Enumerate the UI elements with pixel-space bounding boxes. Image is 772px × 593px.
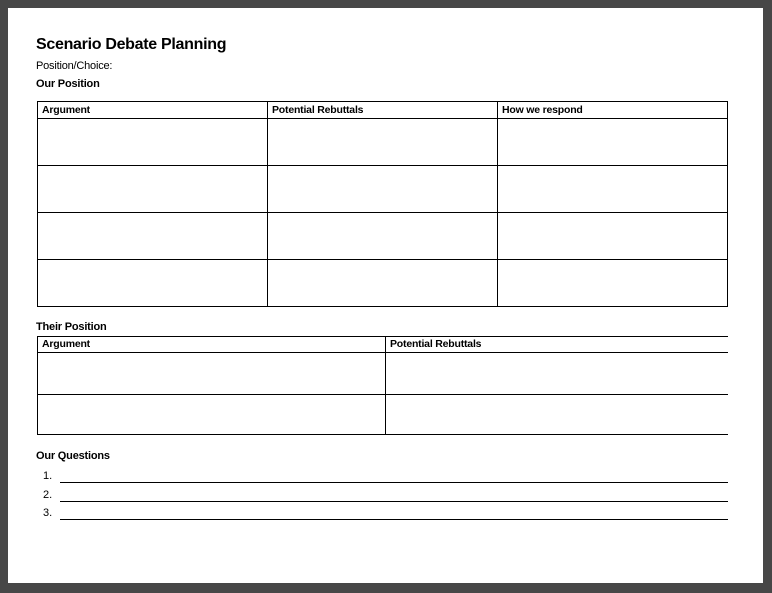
table-row	[38, 353, 729, 395]
table-cell[interactable]	[268, 260, 498, 307]
col-header-potential-rebuttals: Potential Rebuttals	[386, 337, 729, 353]
table-cell[interactable]	[268, 213, 498, 260]
question-row	[43, 467, 728, 483]
question-answer-line[interactable]	[60, 466, 728, 483]
col-header-potential-rebuttals: Potential Rebuttals	[268, 102, 498, 119]
question-number: 1.	[43, 470, 53, 482]
question-answer-line[interactable]	[60, 485, 728, 502]
table-row	[38, 166, 728, 213]
position-choice-label: Position/Choice:	[36, 60, 113, 72]
question-number: 2.	[43, 489, 53, 501]
table-cell[interactable]	[38, 260, 268, 307]
question-row	[43, 504, 728, 520]
col-header-argument: Argument	[38, 102, 268, 119]
table-cell[interactable]	[498, 213, 728, 260]
page-title: Scenario Debate Planning	[36, 36, 227, 53]
table-cell[interactable]	[38, 119, 268, 166]
question-number: 3.	[43, 507, 53, 519]
our-position-header-row	[38, 102, 728, 119]
worksheet-page	[8, 8, 763, 583]
their-position-header-row	[38, 337, 729, 353]
table-cell[interactable]	[498, 119, 728, 166]
table-row	[38, 395, 729, 435]
table-row	[38, 260, 728, 307]
col-header-how-we-respond: How we respond	[498, 102, 728, 119]
their-position-table	[37, 336, 728, 435]
table-cell[interactable]	[268, 119, 498, 166]
table-row	[38, 213, 728, 260]
our-questions-heading: Our Questions	[36, 450, 110, 462]
table-cell[interactable]	[38, 353, 386, 395]
col-header-argument: Argument	[38, 337, 386, 353]
table-cell[interactable]	[386, 395, 729, 435]
table-row	[38, 119, 728, 166]
table-cell[interactable]	[38, 166, 268, 213]
question-row	[43, 486, 728, 502]
our-position-table	[37, 101, 728, 307]
table-cell[interactable]	[38, 395, 386, 435]
table-cell[interactable]	[386, 353, 729, 395]
question-answer-line[interactable]	[60, 503, 728, 520]
their-position-heading: Their Position	[36, 321, 107, 333]
table-cell[interactable]	[498, 166, 728, 213]
our-position-heading: Our Position	[36, 78, 100, 90]
table-cell[interactable]	[268, 166, 498, 213]
table-cell[interactable]	[498, 260, 728, 307]
table-cell[interactable]	[38, 213, 268, 260]
